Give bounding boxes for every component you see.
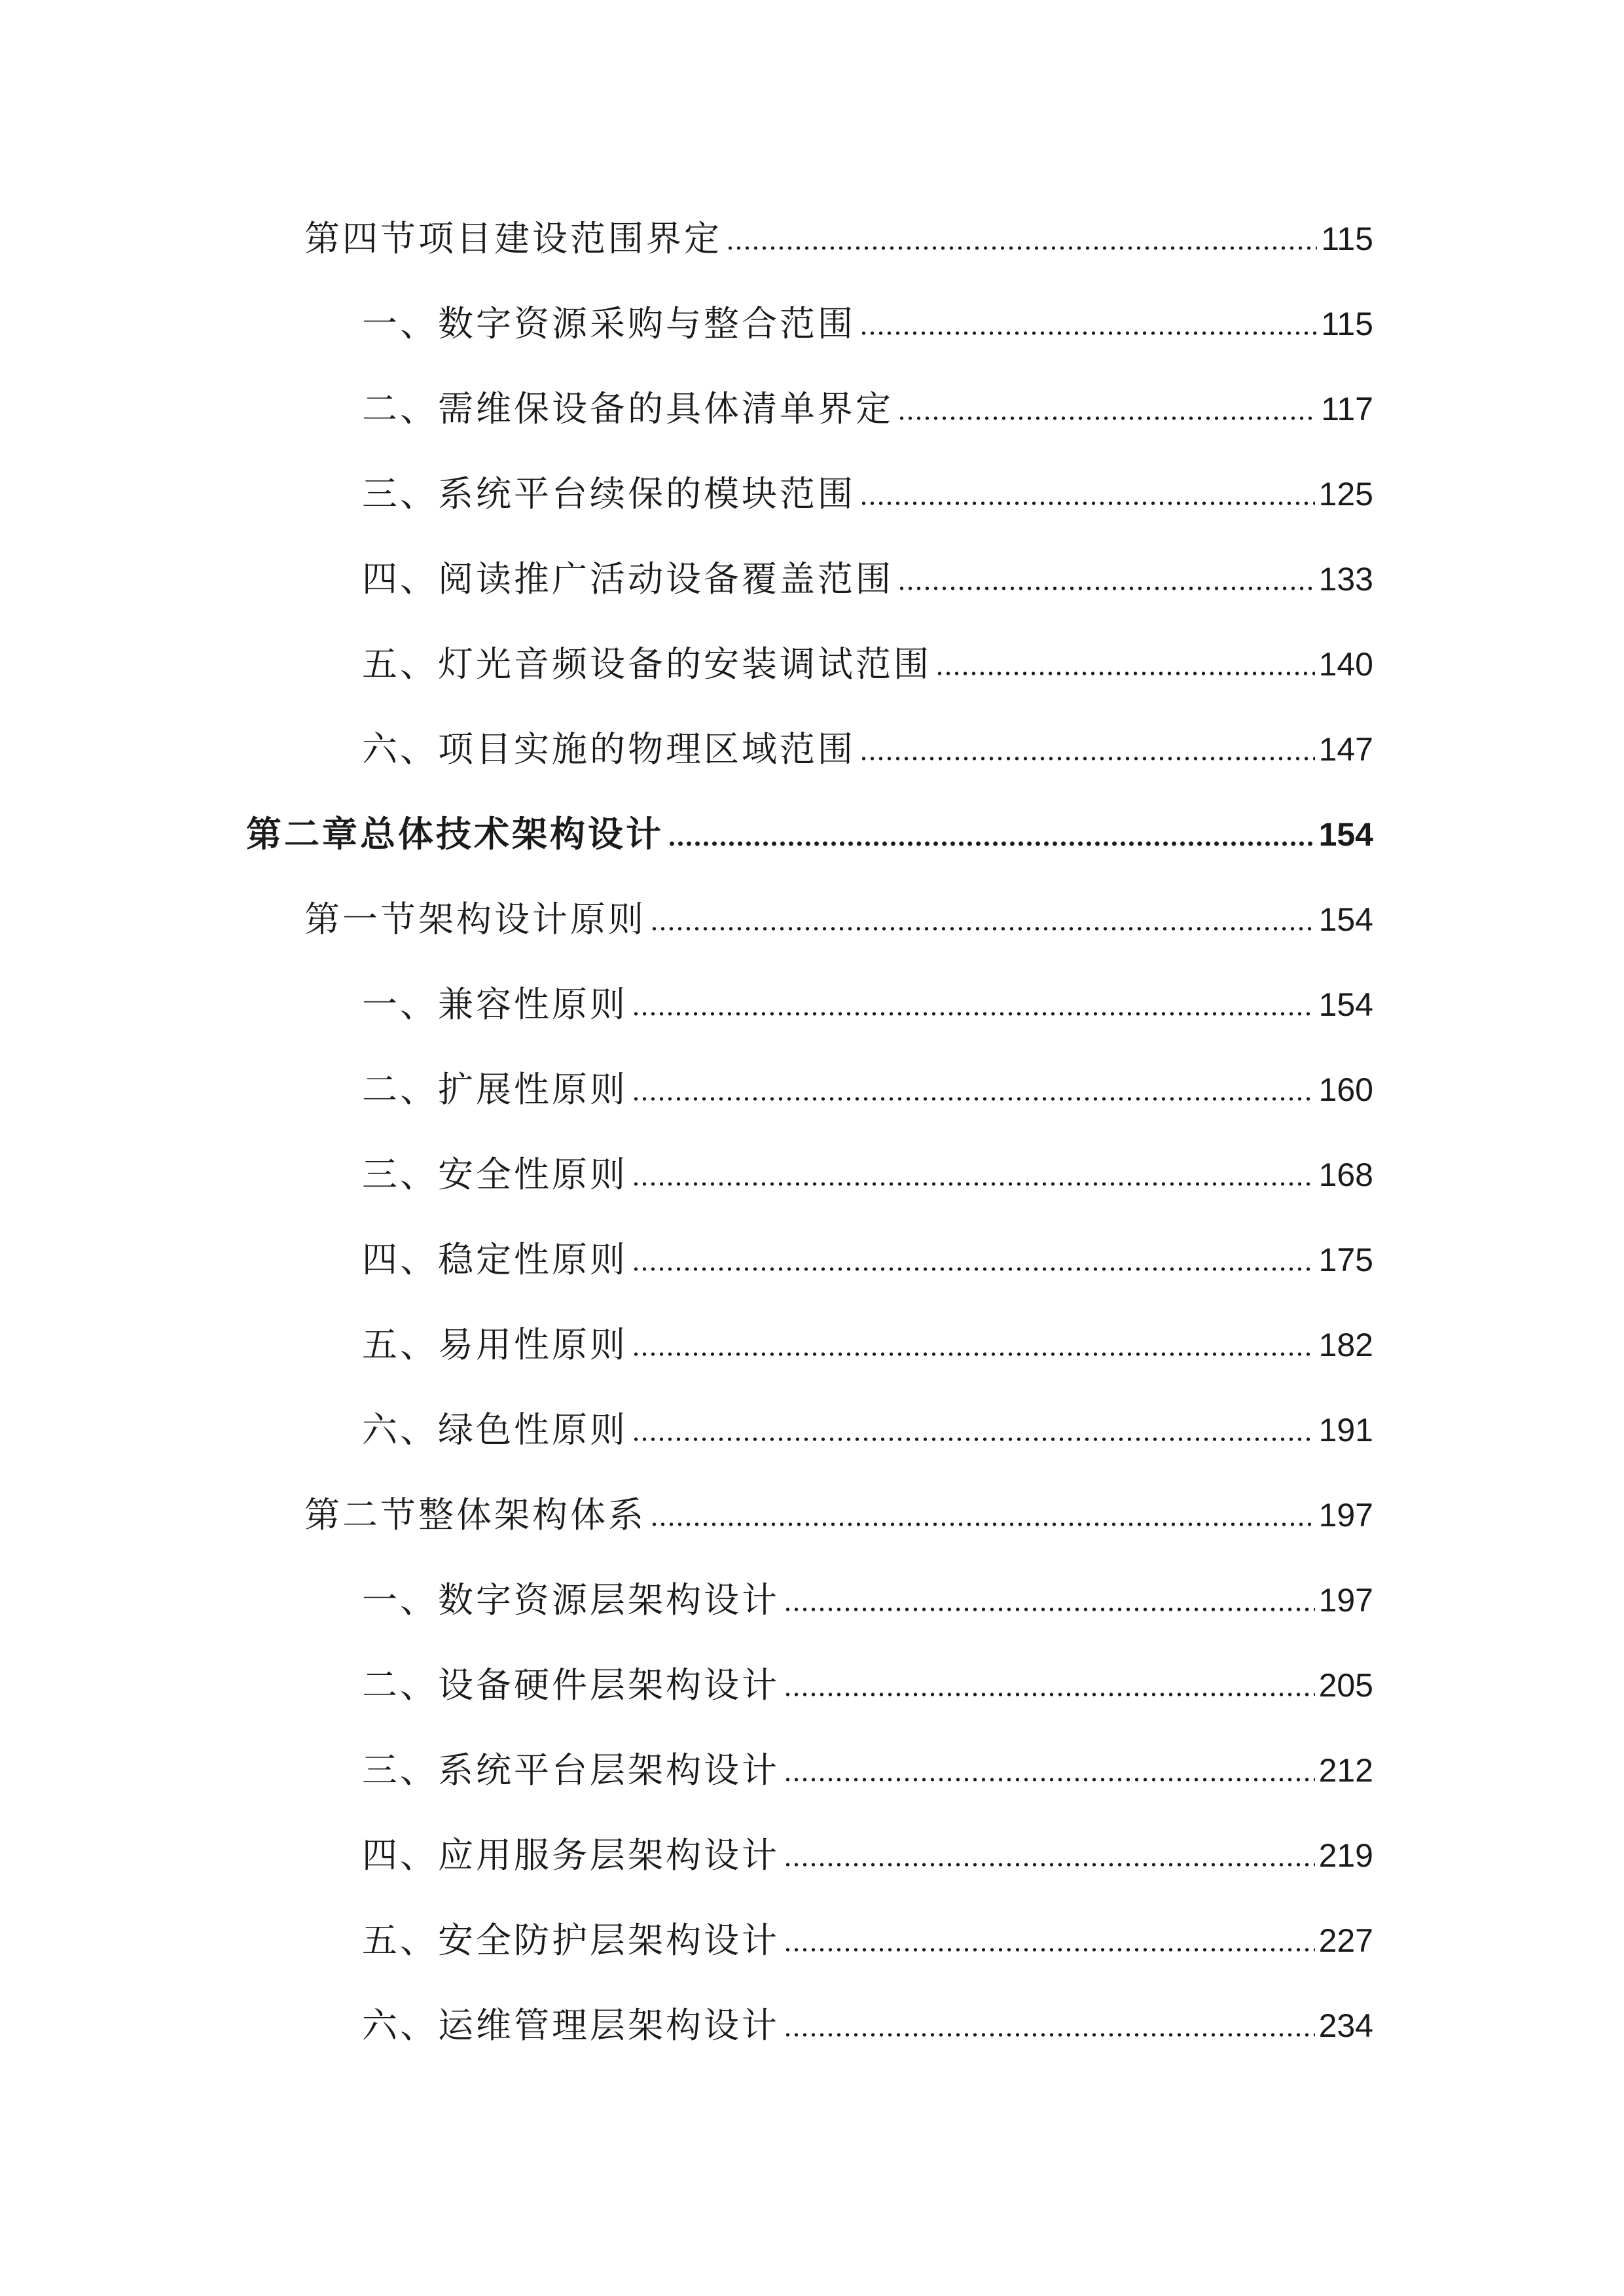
toc-entry-item[interactable] — [362, 1060, 1373, 1119]
toc-entry-page: 115 — [1321, 306, 1373, 342]
toc-entry-item[interactable] — [362, 975, 1373, 1034]
toc-entry-section[interactable] — [304, 890, 1373, 949]
toc-entry-title: 第一节架构设计原则 — [304, 899, 646, 940]
toc-entry-title: 二、设备硬件层架构设计 — [362, 1664, 780, 1706]
toc-entry-page: 133 — [1318, 561, 1373, 598]
toc-entry-page: 191 — [1318, 1412, 1373, 1448]
dot-leader — [632, 1352, 1315, 1357]
toc-entry-title: 二、扩展性原则 — [362, 1069, 628, 1110]
toc-entry-page: 117 — [1321, 391, 1373, 427]
dot-leader — [859, 756, 1315, 761]
toc-entry-item[interactable] — [362, 550, 1373, 609]
toc-entry-title: 四、阅读推广活动设备覆盖范围 — [362, 558, 893, 600]
toc-entry-item[interactable] — [362, 1316, 1373, 1374]
dot-leader — [632, 1181, 1315, 1187]
dot-leader — [650, 926, 1315, 931]
toc-entry-title: 三、安全性原则 — [362, 1154, 628, 1195]
toc-entry-title: 一、兼容性原则 — [362, 984, 628, 1025]
toc-entry-item[interactable] — [362, 1230, 1373, 1289]
dot-leader — [726, 245, 1317, 251]
dot-leader — [668, 841, 1315, 846]
toc-entry-page: 140 — [1318, 646, 1373, 683]
toc-entry-title: 第二节整体架构体系 — [304, 1494, 646, 1535]
toc-entry-page: 154 — [1318, 986, 1373, 1023]
toc-entry-title: 五、易用性原则 — [362, 1324, 628, 1365]
toc-entry-title: 六、运维管理层架构设计 — [362, 2005, 780, 2046]
toc-entry-title: 一、数字资源采购与整合范围 — [362, 303, 856, 344]
toc-entry-page: 212 — [1318, 1752, 1373, 1789]
toc-entry-title: 五、安全防护层架构设计 — [362, 1920, 780, 1961]
dot-leader — [784, 1862, 1315, 1867]
dot-leader — [632, 1266, 1315, 1272]
toc-entry-item[interactable] — [362, 1656, 1373, 1715]
toc-entry-title: 二、需维保设备的具体清单界定 — [362, 388, 893, 429]
toc-entry-title: 六、绿色性原则 — [362, 1409, 628, 1450]
toc-entry-section[interactable] — [304, 1486, 1373, 1545]
dot-leader — [784, 2032, 1315, 2037]
toc-entry-item[interactable] — [362, 380, 1373, 439]
toc-entry-item[interactable] — [362, 1826, 1373, 1885]
toc-entry-item[interactable] — [362, 1401, 1373, 1460]
toc-entry-page: 175 — [1318, 1242, 1373, 1278]
toc-entry-section[interactable] — [304, 209, 1373, 268]
toc-entry-page: 147 — [1318, 731, 1373, 768]
toc-entry-title: 四、稳定性原则 — [362, 1239, 628, 1280]
dot-leader — [935, 671, 1315, 676]
dot-leader — [897, 416, 1317, 421]
toc-entry-title: 五、灯光音频设备的安装调试范围 — [362, 643, 931, 685]
toc-entry-item[interactable] — [362, 1145, 1373, 1204]
toc-entry-item[interactable] — [362, 635, 1373, 694]
toc-entry-item[interactable] — [362, 1571, 1373, 1630]
toc-entry-page: 197 — [1318, 1582, 1373, 1619]
toc-entry-page: 125 — [1318, 476, 1373, 512]
dot-leader — [897, 586, 1315, 591]
toc-entry-item[interactable] — [362, 465, 1373, 524]
toc-entry-page: 154 — [1318, 816, 1373, 853]
dot-leader — [859, 331, 1317, 336]
toc-entry-page: 182 — [1318, 1327, 1373, 1363]
toc-entry-title: 第四节项目建设范围界定 — [304, 218, 722, 259]
toc-entry-page: 219 — [1318, 1837, 1373, 1874]
dot-leader — [784, 1947, 1315, 1952]
toc-entry-page: 197 — [1318, 1497, 1373, 1534]
toc-entry-title: 三、系统平台层架构设计 — [362, 1749, 780, 1791]
toc-entry-item[interactable] — [362, 295, 1373, 353]
dot-leader — [784, 1607, 1315, 1612]
toc-entry-item[interactable] — [362, 1741, 1373, 1800]
toc-entry-item[interactable] — [362, 1996, 1373, 2055]
toc-entry-title: 三、系统平台续保的模块范围 — [362, 473, 856, 514]
dot-leader — [632, 1096, 1315, 1102]
toc-entry-page: 227 — [1318, 1922, 1373, 1959]
dot-leader — [650, 1522, 1315, 1527]
toc-entry-item[interactable] — [362, 720, 1373, 779]
dot-leader — [632, 1437, 1315, 1442]
toc-entry-item[interactable] — [362, 1911, 1373, 1970]
toc-entry-title: 六、项目实施的物理区域范围 — [362, 728, 856, 770]
dot-leader — [784, 1692, 1315, 1697]
toc-entry-page: 115 — [1321, 221, 1373, 257]
dot-leader — [784, 1777, 1315, 1782]
toc-entry-chapter[interactable] — [246, 805, 1373, 864]
dot-leader — [632, 1011, 1315, 1016]
toc-entry-page: 205 — [1318, 1667, 1373, 1704]
toc-entry-title: 四、应用服务层架构设计 — [362, 1835, 780, 1876]
toc-entry-title: 一、数字资源层架构设计 — [362, 1579, 780, 1621]
toc-entry-title: 第二章总体技术架构设计 — [246, 814, 664, 855]
toc-entry-page: 168 — [1318, 1157, 1373, 1193]
toc-entry-page: 234 — [1318, 2007, 1373, 2044]
toc-entry-page: 154 — [1318, 901, 1373, 938]
toc-entry-page: 160 — [1318, 1071, 1373, 1108]
dot-leader — [859, 501, 1315, 506]
